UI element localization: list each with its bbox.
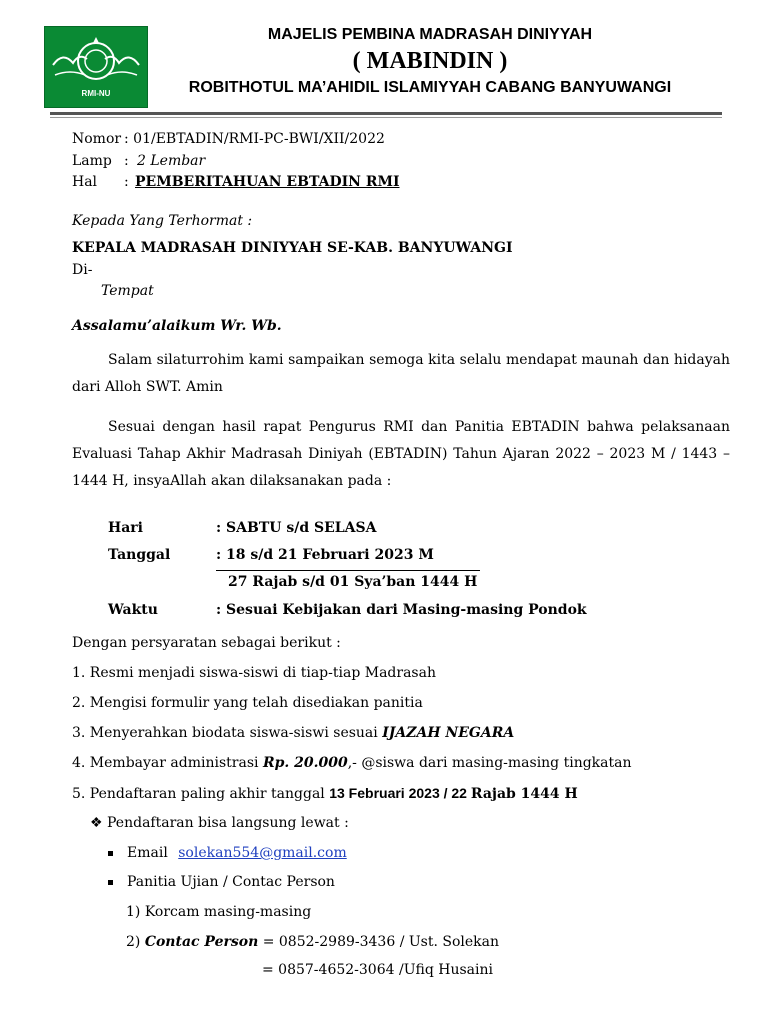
requirement-item-4-text: 4. Membayar administrasi (72, 755, 263, 771)
cp-label: Contac Person (144, 934, 259, 950)
hari-value: : SABTU s/d SELASA (216, 520, 377, 536)
org-name-line3: ROBITHOTUL MA’AHIDIL ISLAMIYYAH CABANG BANYUWANGI (188, 79, 672, 96)
email-line (108, 845, 347, 861)
requirement-item-3-text: 3. Menyerahkan biodata siswa-siswi sesuai (72, 725, 383, 741)
requirement-item-3 (72, 725, 514, 741)
panitia-line (108, 874, 335, 890)
rmi-nu-logo (44, 26, 148, 108)
header-rule-thick (50, 112, 722, 115)
cp-phone-1: = 0852-2989-3436 / Ust. Solekan (258, 934, 499, 950)
di-label: Di- (72, 262, 93, 278)
requirement-item-5-text: 5. Pendaftaran paling akhir tanggal (72, 786, 330, 802)
waktu-label: Waktu (108, 602, 158, 618)
email-label: Email (127, 845, 168, 861)
square-bullet-icon (108, 880, 113, 885)
panitia-text: Panitia Ujian / Contac Person (127, 874, 335, 890)
recipient: KEPALA MADRASAH DINIYYAH SE-KAB. BANYUWANGI (72, 240, 513, 256)
email-link[interactable]: solekan554@gmail.com (178, 845, 347, 861)
requirement-item-5 (72, 785, 578, 802)
org-name-line2: ( MABINDIN ) (352, 48, 508, 74)
paragraph-greeting: Salam silaturrohim kami sampaikan semoga kita selalu mendapat maunah dan hidayah dari Alloh SWT. Amin (72, 352, 730, 395)
requirement-item-1: 1. Resmi menjadi siswa-siswi di tiap-tiap Madrasah (72, 665, 436, 681)
hal-label: Hal (72, 174, 98, 190)
header-rule-thin (50, 117, 722, 118)
lamp-colon: : (124, 153, 129, 169)
deadline-date: 13 Februari 2023 / 22 (329, 785, 471, 801)
deadline-hijri: Rajab 1444 H (470, 786, 578, 802)
requirement-item-4 (72, 755, 632, 771)
logo-label: RMI-NU (81, 89, 111, 98)
hari-label: Hari (108, 520, 143, 536)
cp-number: 2) (126, 934, 145, 950)
org-name-line1: MAJELIS PEMBINA MADRASAH DINIYYAH (267, 26, 593, 43)
tempat-label: Tempat (101, 283, 154, 299)
tanggal-label: Tanggal (108, 547, 171, 563)
salutation: Assalamu’alaikum Wr. Wb. (72, 318, 282, 334)
tanggal-hijri: 27 Rajab s/d 01 Sya’ban 1444 H (228, 574, 478, 590)
hal-colon: : (124, 174, 129, 190)
contact-person-line (126, 934, 499, 950)
nomor-value: : 01/EBTADIN/RMI-PC-BWI/XII/2022 (124, 131, 385, 147)
lamp-label: Lamp (72, 153, 112, 169)
requirement-item-4-suffix: ,- @siswa dari masing-masing tingkatan (347, 755, 632, 771)
hal-value: PEMBERITAHUAN EBTADIN RMI (135, 174, 400, 190)
paragraph-announcement: Sesuai dengan hasil rapat Pengurus RMI dan Panitia EBTADIN bahwa pelaksanaan Evaluasi Tahap Akhir Madrasah Diniyah (EBTADIN) Tahun Ajaran 2022 – 2023 M / 1443 – 1444 H, insyaAllah akan dilaksanakan pada : (72, 419, 730, 489)
cp-phone-2: = 0857-4652-3064 /Ufiq Husaini (262, 962, 493, 978)
diamond-bullet-icon: ❖ (90, 815, 103, 831)
lamp-value: 2 Lembar (137, 153, 206, 169)
requirements-intro: Dengan persyaratan sebagai berikut : (72, 635, 341, 651)
korcam-line: 1) Korcam masing-masing (126, 904, 312, 920)
tanggal-value: : 18 s/d 21 Februari 2023 M (216, 547, 434, 563)
greeting-to: Kepada Yang Terhormat : (72, 213, 253, 229)
fee-amount: Rp. 20.000 (262, 755, 348, 771)
nomor-label: Nomor (72, 131, 122, 147)
tanggal-underline (216, 570, 480, 571)
requirement-item-2: 2. Mengisi formulir yang telah disediakan panitia (72, 695, 423, 711)
waktu-value: : Sesuai Kebijakan dari Masing-masing Pondok (216, 602, 587, 618)
registration-heading-text: Pendaftaran bisa langsung lewat : (107, 815, 349, 831)
square-bullet-icon (108, 851, 113, 856)
ijazah-negara: IJAZAH NEGARA (382, 725, 515, 741)
registration-heading (90, 815, 349, 831)
